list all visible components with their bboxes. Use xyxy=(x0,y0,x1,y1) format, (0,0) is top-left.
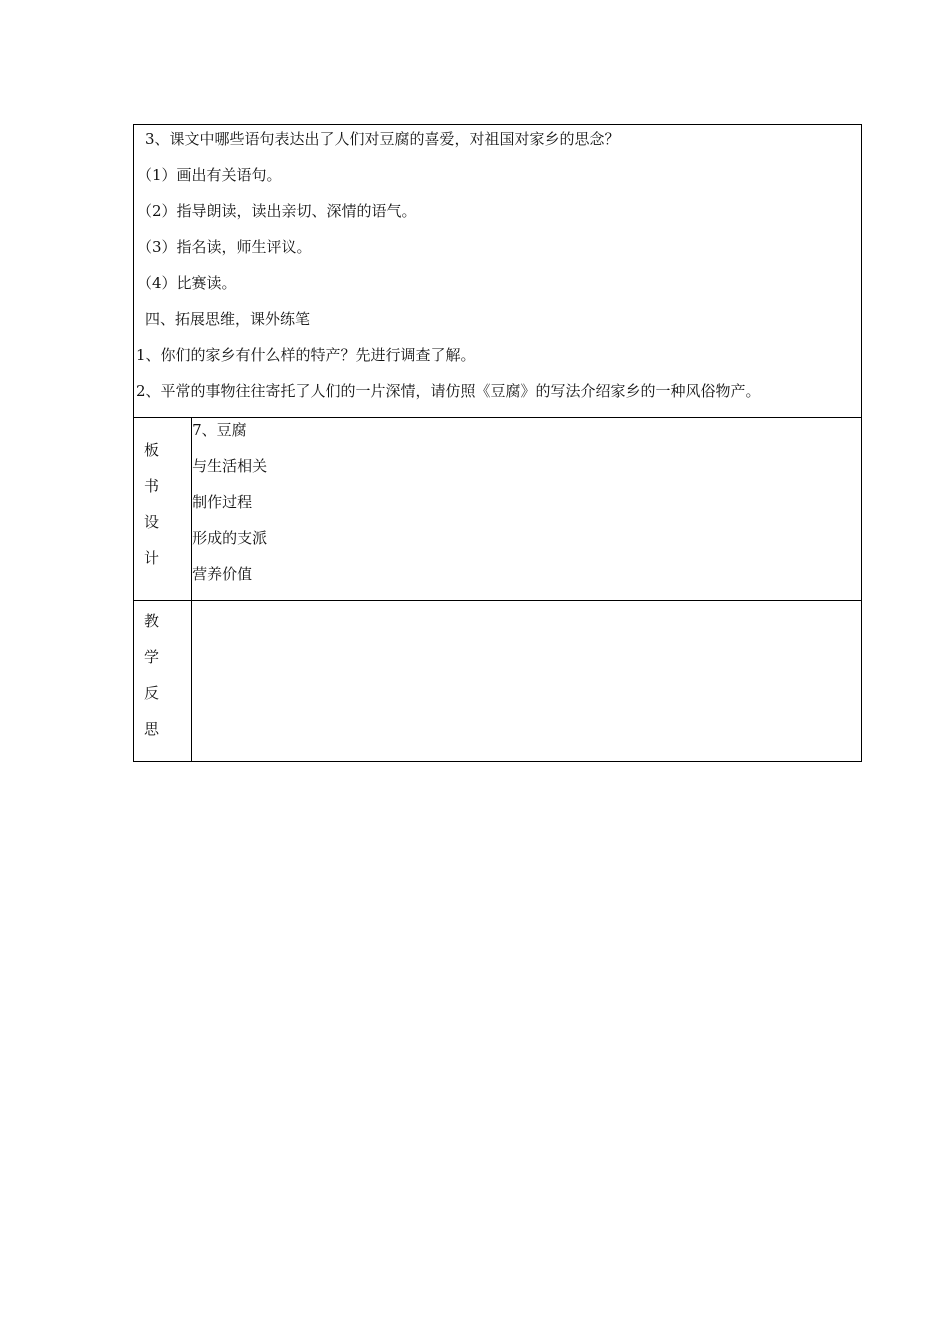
lesson-steps-row xyxy=(134,125,862,418)
teaching-reflection-content-cell xyxy=(192,601,862,762)
step-sub-4: （4）比赛读。 xyxy=(137,274,237,292)
board-design-content-cell xyxy=(192,418,862,601)
board-design-item: 营养价值 xyxy=(192,565,253,583)
extension-item-1: 1、你们的家乡有什么样的特产？先进行调查了解。 xyxy=(136,346,476,364)
teaching-reflection-label-char: 学 xyxy=(144,648,160,666)
board-design-label-char: 板 xyxy=(144,441,160,459)
teaching-reflection-label xyxy=(134,601,191,739)
step-sub-1: （1）画出有关语句。 xyxy=(137,166,282,184)
board-design-item: 制作过程 xyxy=(192,493,253,511)
extension-item-2: 2、平常的事物往往寄托了人们的一片深情，请仿照《豆腐》的写法介绍家乡的一种风俗物产。 xyxy=(136,382,761,400)
teaching-reflection-label-char: 反 xyxy=(144,684,160,702)
teaching-reflection-label-char: 教 xyxy=(144,612,160,630)
board-design-title: 7、豆腐 xyxy=(192,421,247,439)
step-sub-2: （2）指导朗读，读出亲切、深情的语气。 xyxy=(137,202,417,220)
teaching-reflection-row xyxy=(134,601,862,762)
board-design-label-char: 书 xyxy=(144,477,160,495)
board-design-label-char: 计 xyxy=(144,549,160,567)
lesson-steps-cell xyxy=(134,125,862,418)
teaching-reflection-label-char: 思 xyxy=(144,720,160,738)
board-design-item: 形成的支派 xyxy=(192,529,268,547)
teaching-reflection-label-cell xyxy=(134,601,192,762)
board-design-label-char: 设 xyxy=(144,513,160,531)
section-heading-extension: 四、拓展思维，课外练笔 xyxy=(145,310,311,328)
step-question-3: 3、课文中哪些语句表达出了人们对豆腐的喜爱，对祖国对家乡的思念？ xyxy=(145,130,620,148)
board-design-label xyxy=(134,418,191,568)
step-sub-3: （3）指名读，师生评议。 xyxy=(137,238,312,256)
lesson-plan-table xyxy=(133,124,862,762)
board-design-item: 与生活相关 xyxy=(192,457,268,475)
board-design-label-cell xyxy=(134,418,192,601)
board-design-row xyxy=(134,418,862,601)
